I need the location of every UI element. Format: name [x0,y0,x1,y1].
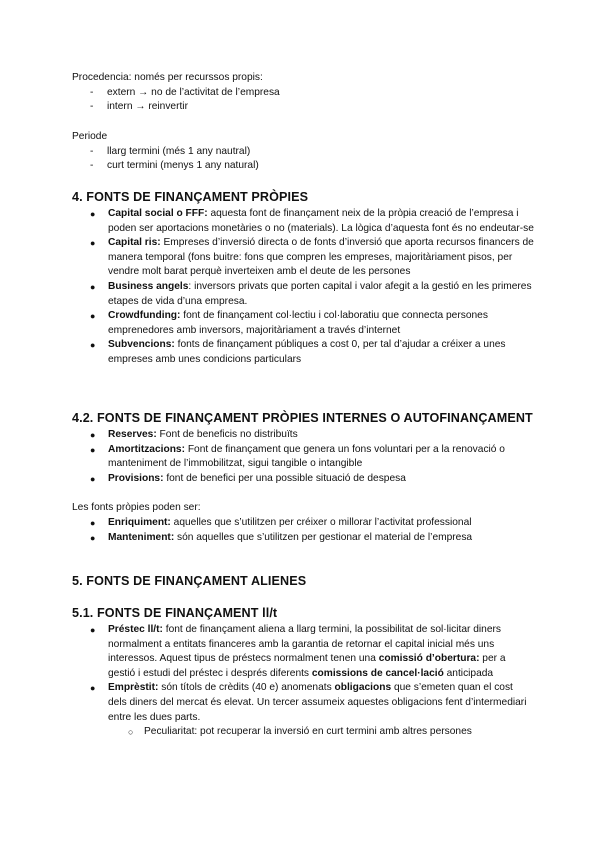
section-42-list [72,428,534,486]
list-item: - curt termini (menys 1 any natural) [90,160,259,172]
list-item: ● Préstec ll/t: font de finançament aliena a llarg termini, la possibilitat de sol·licitar diners normalment a entitats financeres amb la garantia de retornar el capital inicial més uns interessos. Aquest tipus de préstecs normalment tenen una comissió d’obertura: per a gestió i estudi del préstec i després diferents comissions de cancel·lació anticipada [90,624,506,679]
list-item: ● Amortitzacions: Font de finançament que genera un fons voluntari per a la renovació o manteniment de l’immobilitzat, sigui tangible o intangible [90,443,505,470]
procedencia-block [72,71,534,115]
sub-list-item: ○ Peculiaritat: pot recuperar la inversió en curt termini amb altres persones [128,726,472,738]
section-heading: 4.2. FONTS DE FINANÇAMENT PRÒPIES INTERNES O AUTOFINANÇAMENT [72,411,533,425]
section-heading: 4. FONTS DE FINANÇAMENT PRÒPIES [72,190,309,204]
list-item: - extern → no de l’activitat de l’empresa [90,86,280,98]
section-51-list [72,623,534,740]
list-item: ● Crowdfunding: font de finançament col·lectiu i col·laboratiu que connecta persones emprenedores amb inversors, majoritàriament a través d’internet [90,310,488,336]
list-item: ● Provisions: font de benefici per una possible situació de despesa [90,472,406,484]
section-heading: 5. FONTS DE FINANÇAMENT ALIENES [72,574,307,588]
list-item: ● Enriquiment: aquelles que s’utilitzen per créixer o millorar l’activitat professional [90,517,472,528]
list-item: ● Manteniment: són aquelles que s’utilitzen per gestionar el material de l’empresa [90,531,473,543]
list-item: ● Capital social o FFF: aquesta font de finançament neix de la pròpia creació de l’empresa i poden ser aportacions monetàries o no (materials). La lògica d’aquesta font és no endeutar-se [90,208,534,234]
list-item: ● Business angels: inversors privats que porten capital i valor afegit a la gestió en les primeres etapes de vida d’una empresa. [90,280,532,307]
list-item: ● Emprèstit: són títols de crèdits (40 e) anomenats obligacions que s’emeten quan el cost dels diners del mercat és elevat. Un tercer assumeix aquestes obligacions fent d’intermediari entre les dues parts. [90,682,527,723]
fonts-propies-intro: Les fonts pròpies poden ser: [72,502,201,513]
list-item: ● Reserves: Font de beneficis no distribuïts [90,429,298,440]
section-4-list [72,207,534,368]
periode-block [72,130,534,174]
procedencia-title: Procedencia: només per recurssos propis: [72,72,263,83]
section-heading: 5.1. FONTS DE FINANÇAMENT ll/t [72,606,278,620]
list-item: ● Subvencions: fonts de finançament públiques a cost 0, per tal d’ajudar a créixer a unes empreses amb unes condicions particulars [90,339,506,365]
fonts-propies-list [72,516,534,545]
periode-title: Periode [72,131,108,142]
list-item: - llarg termini (més 1 any nautral) [90,145,251,157]
list-item: ● Capital ris: Empreses d’inversió directa o de fonts d’inversió que aporta recursos financers de manera temporal (fons buitre: fons que compren les empreses, majoritàriament pisos, per vendre molt barat perquè inverteixen amb el deute de les persones [90,237,534,278]
list-item: - intern → reinvertir [90,101,188,113]
